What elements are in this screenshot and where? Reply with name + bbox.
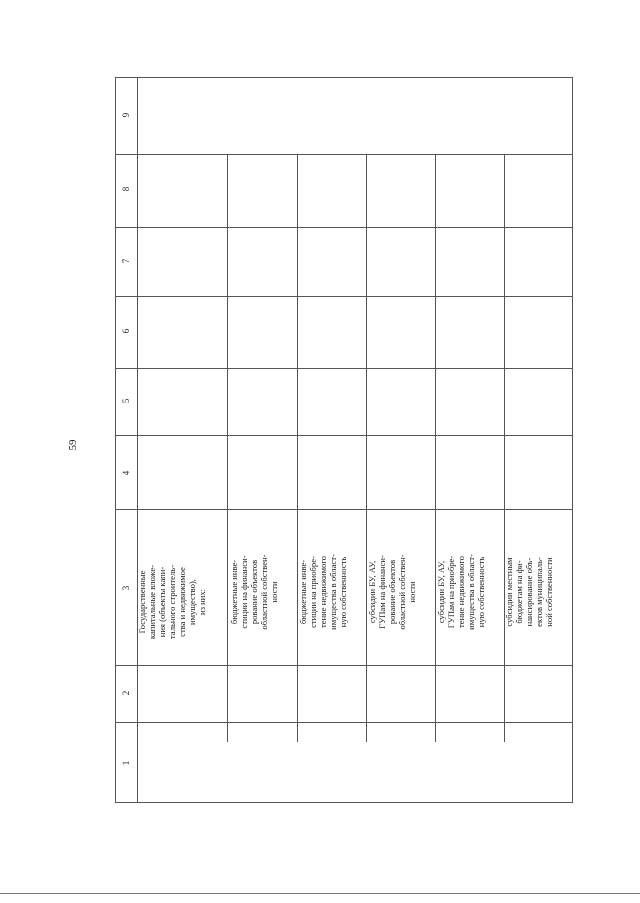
budget-table [115,77,573,802]
row-label-2: бюджетные инве- стиции на финанси- рование объектов областной собствен- ности [229,554,279,630]
row-label-3: бюджетные инве- стиции на приобре- тение недвижимого имущества в област- ную собственность [298,554,348,630]
row-label-5: субсидии БУ, АУ, ГУПам на приобре- тение недвижимого имущества в област- ную собственность [436,554,486,630]
row-label-1: Государственные капитальные вложе- ния (объекты капи- тального строитель- ства и недвижимое имущество), из них: [137,564,207,640]
column-number-7: 7 [121,258,131,264]
page-number: 59 [67,439,79,451]
column-number-6: 6 [121,328,131,334]
row-label-4: субсидии БУ, АУ, ГУПам на финанси- рование объектов областной собствен- ности [367,554,417,630]
page-bottom-rule [0,893,640,894]
column-number-1: 1 [121,760,131,766]
column-number-9: 9 [121,112,131,118]
column-number-5: 5 [121,398,131,404]
row-label-6: субсидии местным бюджетам на фи- нансирование объ- ектов муниципаль- ной собственности [504,557,554,627]
column-number-2: 2 [121,690,131,696]
column-number-3: 3 [121,585,131,591]
column-number-4: 4 [121,470,131,476]
column-number-8: 8 [121,186,131,192]
